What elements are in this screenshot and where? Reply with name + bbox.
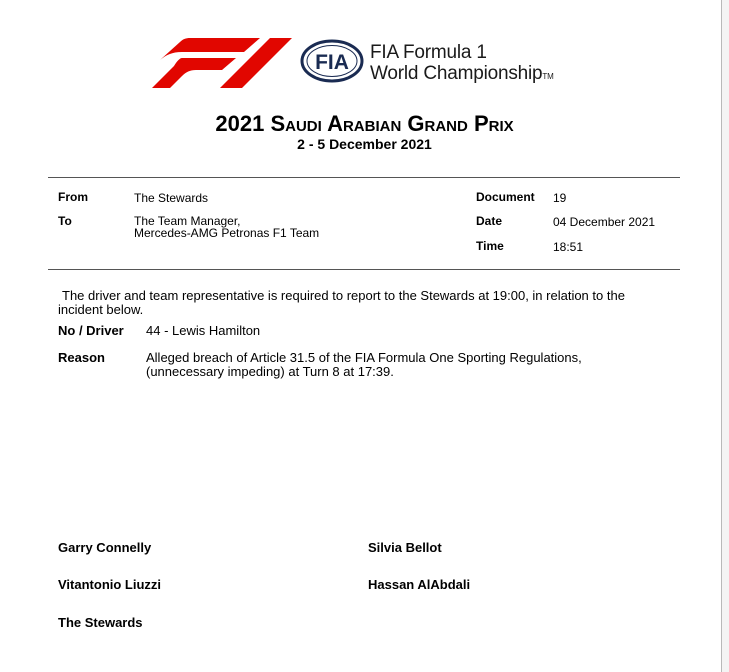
time-label: Time	[476, 239, 504, 253]
fia-badge-icon	[302, 41, 362, 81]
signature-silvia-bellot: Silvia Bellot	[368, 540, 442, 555]
intro-paragraph	[58, 288, 625, 317]
trademark: TM	[542, 72, 554, 81]
document-value: 19	[553, 191, 567, 205]
header-bottom-rule	[48, 269, 680, 270]
date-label: Date	[476, 214, 503, 228]
championship-line1: FIA Formula 1	[370, 42, 487, 63]
fia-badge-text: FIA	[315, 51, 349, 74]
from-value: The Stewards	[134, 191, 209, 205]
event-year: 2021	[215, 111, 265, 136]
f1-logo	[152, 38, 292, 88]
signature-footer: The Stewards	[58, 615, 143, 630]
event-dates: 2 - 5 December 2021	[297, 136, 432, 152]
from-label: From	[58, 190, 88, 204]
driver-label: No / Driver	[58, 323, 124, 338]
driver-value: 44 - Lewis Hamilton	[146, 323, 261, 338]
signature-garry-connelly: Garry Connelly	[58, 540, 152, 555]
to-value	[134, 215, 319, 239]
event-name: Saudi Arabian Grand Prix	[270, 111, 514, 136]
reason-line1: Alleged breach of Article 31.5 of the FIA Formula One Sporting Regulations,	[146, 350, 582, 365]
championship-title	[370, 42, 554, 87]
reason-line2: (unnecessary impeding) at Turn 8 at 17:39.	[146, 364, 394, 379]
signature-vitantonio-liuzzi: Vitantonio Liuzzi	[58, 577, 162, 592]
championship-line2: World Championship	[370, 63, 543, 84]
intro-line1: The driver and team representative is required to report to the Stewards at 19:00, in relation to the	[62, 288, 625, 303]
date-value: 04 December 2021	[553, 215, 656, 229]
page-gutter	[722, 0, 729, 672]
to-label: To	[58, 214, 72, 228]
time-value: 18:51	[553, 240, 584, 254]
event-title	[0, 111, 729, 137]
to-value-line1: The Team Manager,	[134, 214, 241, 228]
reason-value	[146, 351, 582, 379]
header-top-rule	[48, 177, 680, 178]
signature-hassan-alabdali: Hassan AlAbdali	[368, 577, 471, 592]
document-label: Document	[476, 190, 535, 204]
reason-label: Reason	[58, 350, 105, 365]
intro-line2: incident below.	[58, 302, 144, 317]
to-value-line2: Mercedes-AMG Petronas F1 Team	[134, 226, 320, 240]
